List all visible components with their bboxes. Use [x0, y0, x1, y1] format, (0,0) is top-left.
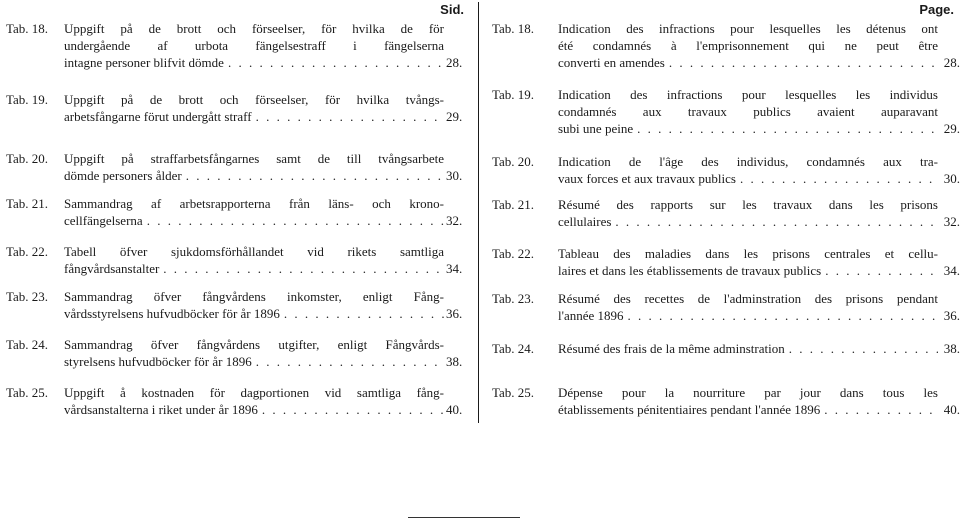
entry-line-with-leader	[64, 305, 444, 322]
entry-line-text: fångvårdsanstalter	[64, 261, 160, 276]
entry-line-with-leader	[558, 120, 938, 137]
entry-line-with-leader	[64, 353, 444, 370]
dot-leader	[633, 120, 938, 137]
entry-description	[64, 384, 444, 418]
page-number: 30.	[446, 168, 463, 183]
table-number: Tab. 20.	[492, 154, 535, 169]
entry-line-with-leader	[558, 262, 938, 279]
entry-line-text: Sammandrag af arbetsrapporterna från läns- och krono-	[64, 196, 444, 211]
entry-line-text: Dépense pour la nourriture par jour dans tous les	[558, 385, 938, 400]
entry-line-text: cellulaires	[558, 214, 612, 229]
entry-line-text: Sammandrag öfver fångvårdens utgifter, enligt Fångvårds-	[64, 337, 444, 352]
entry-line-text: Uppgift på de brott och förseelser, för hvilka de för	[64, 21, 444, 36]
entry-line-text: vaux forces et aux travaux publics	[558, 171, 736, 186]
dot-leader	[258, 401, 444, 418]
entry-line-text: condamnés aux travaux publics avaient auparavant	[558, 104, 938, 119]
entry-description	[64, 243, 444, 277]
dot-leader	[665, 54, 938, 71]
table-number: Tab. 22.	[492, 246, 535, 261]
entry-description	[558, 290, 938, 324]
table-number: Tab. 21.	[492, 197, 535, 212]
entry-line-text: Indication des infractions pour lesquelles les détenus ont	[558, 21, 938, 36]
entry-description	[558, 340, 938, 357]
table-number: Tab. 24.	[6, 337, 49, 352]
page-number: 28.	[943, 55, 960, 70]
entry-line-text: Résumé des frais de la même adminstration	[558, 341, 785, 356]
entry-line-text: Indication des infractions pour lesquelles les individus	[558, 87, 938, 102]
dot-leader	[143, 212, 444, 229]
dot-leader	[611, 213, 938, 230]
entry-description	[558, 20, 938, 71]
page-number: 40.	[943, 402, 960, 417]
entry-description	[558, 153, 938, 187]
page-number: 36.	[943, 308, 960, 323]
table-number: Tab. 22.	[6, 244, 49, 259]
entry-line-with-leader	[558, 54, 938, 71]
entry-line-with-leader	[558, 340, 938, 357]
dot-leader	[224, 54, 444, 71]
entry-description	[558, 245, 938, 279]
entry-line-with-leader	[64, 212, 444, 229]
entry-description	[64, 288, 444, 322]
entry-line-with-leader	[64, 401, 444, 418]
entry-description	[64, 150, 444, 184]
bottom-rule	[408, 517, 520, 518]
entry-line-text: dömde personers ålder	[64, 168, 182, 183]
entry-line-text: Indication de l'âge des individus, condamnés aux tra-	[558, 154, 938, 169]
entry-line-with-leader	[558, 213, 938, 230]
entry-line-text: Uppgift på straffarbetsfångarnes samt de till tvångsarbete	[64, 151, 444, 166]
table-number: Tab. 25.	[6, 385, 49, 400]
entry-line-text: subi une peine	[558, 121, 634, 136]
table-number: Tab. 21.	[6, 196, 49, 211]
dot-leader	[252, 108, 444, 125]
entry-line-text: undergående af urbota fängelsestraff i fängelserna	[64, 38, 444, 53]
entry-description	[64, 20, 444, 71]
dot-leader	[785, 340, 938, 357]
entry-line-text: Sammandrag öfver fångvårdens inkomster, enligt Fång-	[64, 289, 444, 304]
page-column-heading: Page.	[919, 2, 954, 17]
page-number: 34.	[446, 261, 463, 276]
entry-line-text: vårdsanstalterna i riket under år 1896	[64, 402, 258, 417]
table-number: Tab. 19.	[6, 92, 49, 107]
entry-line-text: laires et dans les établissements de travaux publics	[558, 263, 822, 278]
entry-line-text: Résumé des rapports sur les travaux dans les prisons	[558, 197, 938, 212]
page-number: 29.	[943, 121, 960, 136]
page-number: 30.	[943, 171, 960, 186]
entry-line-text: converti en amendes	[558, 55, 665, 70]
swedish-contents-column	[6, 0, 464, 521]
entry-description	[64, 91, 444, 125]
dot-leader	[182, 167, 444, 184]
entry-line-with-leader	[64, 167, 444, 184]
entry-line-with-leader	[64, 54, 444, 71]
entry-line-text: été condamnés à l'emprisonnement qui ne peut être	[558, 38, 938, 53]
column-divider	[478, 2, 479, 423]
page-number: 32.	[943, 214, 960, 229]
entry-description	[558, 384, 938, 418]
entry-line-text: Résumé des recettes de l'adminstration des prisons pendant	[558, 291, 938, 306]
entry-description	[64, 336, 444, 370]
entry-description	[64, 195, 444, 229]
entry-line-text: Tableau des maladies dans les prisons centrales et cellu-	[558, 246, 938, 261]
table-number: Tab. 23.	[492, 291, 535, 306]
entry-line-with-leader	[64, 260, 444, 277]
entry-line-text: Tabell öfver sjukdomsförhållandet vid rikets samtliga	[64, 244, 444, 259]
page-number: 28.	[446, 55, 463, 70]
table-number: Tab. 24.	[492, 341, 535, 356]
dot-leader	[252, 353, 444, 370]
table-number: Tab. 18.	[6, 21, 49, 36]
page-column-heading: Sid.	[440, 2, 464, 17]
entry-line-text: Uppgift å kostnaden för dagportionen vid samtliga fång-	[64, 385, 444, 400]
dot-leader	[736, 170, 938, 187]
entry-line-text: intagne personer blifvit dömde	[64, 55, 224, 70]
page-number: 32.	[446, 213, 463, 228]
table-number: Tab. 20.	[6, 151, 49, 166]
french-contents-column	[492, 0, 960, 521]
dot-leader	[159, 260, 444, 277]
entry-line-with-leader	[64, 108, 444, 125]
entry-line-text: l'année 1896	[558, 308, 624, 323]
dot-leader	[624, 307, 938, 324]
entry-line-text: vårdsstyrelsens hufvudböcker för år 1896	[64, 306, 280, 321]
entry-description	[558, 86, 938, 137]
page-number: 34.	[943, 263, 960, 278]
dot-leader	[280, 305, 444, 322]
dot-leader	[821, 262, 938, 279]
page-number: 40.	[446, 402, 463, 417]
entry-line-with-leader	[558, 401, 938, 418]
entry-line-text: cellfängelserna	[64, 213, 143, 228]
entry-line-with-leader	[558, 170, 938, 187]
dot-leader	[820, 401, 938, 418]
entry-line-text: Uppgift på de brott och förseelser, för hvilka tvångs-	[64, 92, 444, 107]
page-number: 29.	[446, 109, 463, 124]
table-number: Tab. 19.	[492, 87, 535, 102]
entry-description	[558, 196, 938, 230]
entry-line-text: arbetsfångarne förut undergått straff	[64, 109, 252, 124]
entry-line-with-leader	[558, 307, 938, 324]
table-number: Tab. 18.	[492, 21, 535, 36]
entry-line-text: établissements pénitentiaires pendant l'année 1896	[558, 402, 821, 417]
table-number: Tab. 23.	[6, 289, 49, 304]
page-number: 38.	[446, 354, 463, 369]
page-number: 38.	[943, 341, 960, 356]
table-number: Tab. 25.	[492, 385, 535, 400]
page-number: 36.	[446, 306, 463, 321]
entry-line-text: styrelsens hufvudböcker för år 1896	[64, 354, 252, 369]
